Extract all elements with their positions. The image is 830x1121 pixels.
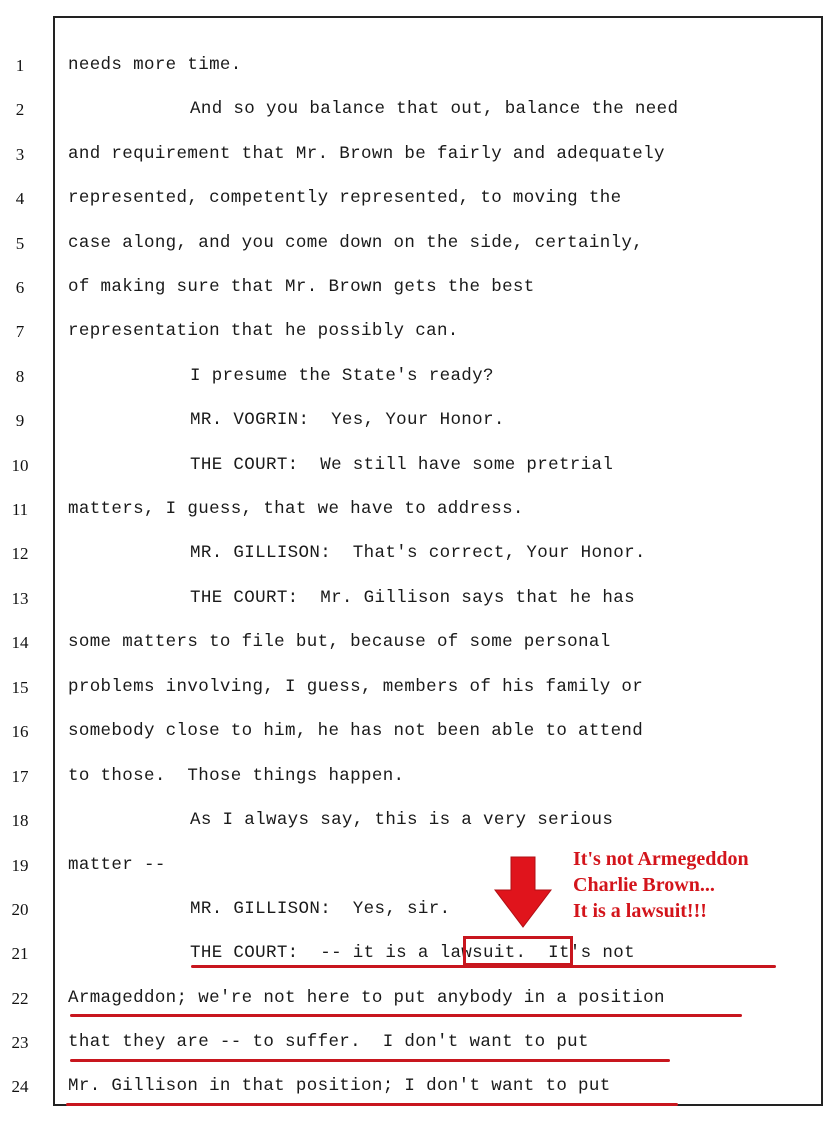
annotation-note: It's not Armegeddon Charlie Brown... It is a lawsuit!!! — [573, 848, 749, 922]
line-number: 20 — [11, 900, 29, 919]
transcript-line: As I always say, this is a very serious — [190, 810, 614, 830]
line-number: 11 — [11, 500, 29, 519]
transcript-line: to those. Those things happen. — [68, 766, 405, 786]
transcript-line: THE COURT: -- it is a lawsuit. It's not — [190, 943, 635, 963]
line-number: 19 — [11, 856, 29, 875]
transcript-line: problems involving, I guess, members of his family or — [68, 677, 644, 697]
line-number: 8 — [15, 367, 25, 386]
line-number: 18 — [11, 811, 29, 830]
line-number: 23 — [11, 1033, 29, 1052]
transcript-line: Mr. Gillison in that position; I don't want to put — [68, 1076, 611, 1096]
line-number: 4 — [15, 189, 25, 208]
line-number: 2 — [15, 100, 25, 119]
transcript-line: THE COURT: Mr. Gillison says that he has — [190, 588, 635, 608]
transcript-line: case along, and you come down on the side, certainly, — [68, 233, 644, 253]
transcript-line: MR. GILLISON: Yes, sir. — [190, 899, 451, 919]
underline-23 — [70, 1059, 670, 1062]
transcript-line: matters, I guess, that we have to address. — [68, 499, 524, 519]
line-number: 24 — [11, 1077, 29, 1096]
underline-21 — [191, 965, 776, 968]
line-number: 12 — [11, 544, 29, 563]
line-number: 6 — [15, 278, 25, 297]
line-number: 13 — [11, 589, 29, 608]
transcript-line: Armageddon; we're not here to put anybody in a position — [68, 988, 665, 1008]
line-number: 17 — [11, 767, 29, 786]
transcript-line: And so you balance that out, balance the need — [190, 99, 679, 119]
transcript-line: that they are -- to suffer. I don't want to put — [68, 1032, 589, 1052]
line-number: 14 — [11, 633, 29, 652]
line-number: 1 — [15, 56, 25, 75]
underline-24 — [66, 1103, 678, 1106]
line-number: 5 — [15, 234, 25, 253]
line-number: 9 — [15, 411, 25, 430]
transcript-line: of making sure that Mr. Brown gets the best — [68, 277, 535, 297]
underline-22 — [70, 1014, 742, 1017]
transcript-line: representation that he possibly can. — [68, 321, 459, 341]
transcript-line: represented, competently represented, to moving the — [68, 188, 622, 208]
transcript-line: MR. VOGRIN: Yes, Your Honor. — [190, 410, 505, 430]
transcript-line: and requirement that Mr. Brown be fairly and adequately — [68, 144, 665, 164]
transcript-line: THE COURT: We still have some pretrial — [190, 455, 614, 475]
transcript-line: matter -- — [68, 855, 166, 875]
line-number: 15 — [11, 678, 29, 697]
transcript-line: somebody close to him, he has not been able to attend — [68, 721, 644, 741]
line-number: 22 — [11, 989, 29, 1008]
line-number: 3 — [15, 145, 25, 164]
transcript-line: I presume the State's ready? — [190, 366, 494, 386]
transcript-line: needs more time. — [68, 55, 242, 75]
line-number: 10 — [11, 456, 29, 475]
line-number: 16 — [11, 722, 29, 741]
line-number: 21 — [11, 944, 29, 963]
transcript-line: some matters to file but, because of some personal — [68, 632, 611, 652]
transcript-line: MR. GILLISON: That's correct, Your Honor. — [190, 543, 646, 563]
line-number: 7 — [15, 322, 25, 341]
